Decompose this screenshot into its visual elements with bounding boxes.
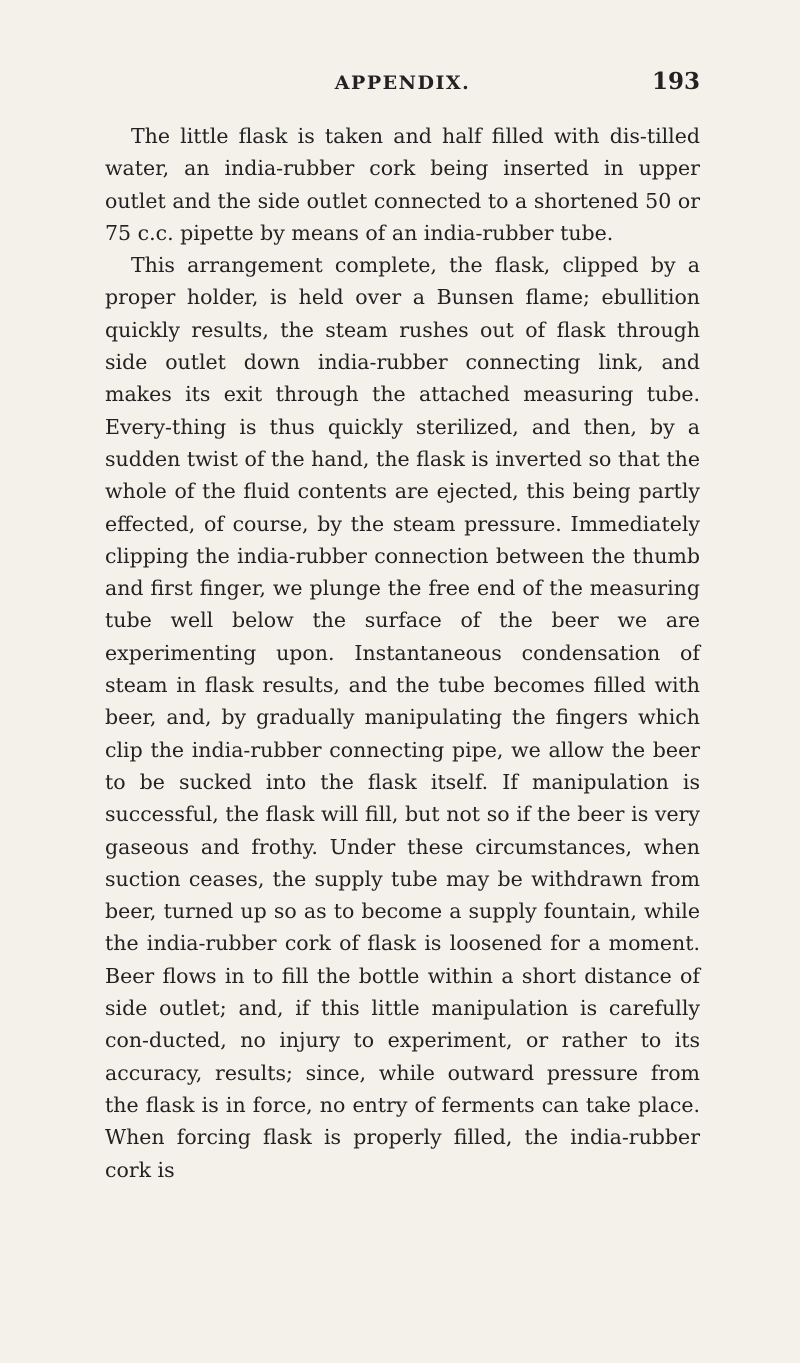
running-title: APPENDIX. [334, 72, 471, 94]
page-number: 193 [651, 68, 700, 95]
paragraph-1: The little flask is taken and half filled with dis-tilled water, an india-rubber cork being inserted in upper outlet and the side outlet connected to a shortened 50 or 75 c.c. pipette by means of an india-rubber tube. [105, 124, 700, 245]
paragraph-2: This arrangement complete, the flask, clipped by a proper holder, is held over a Bunsen flame; ebullition quickly results, the steam rushes out of flask through side outlet down india-rubber connecting link, and makes its exit through the attached measuring tube. Every-thing is thus quickly sterilized, and then, by a sudden twist of the hand, the flask is inverted so that the whole of the fluid contents are ejected, this being partly effected, of course, by the steam pressure. Immediately clipping the india-rubber connection between the thumb and first finger, we plunge the free end of the measuring tube well below the surface of the beer we are experimenting upon. Instantaneous condensation of steam in flask results, and the tube becomes filled with beer, and, by gradually manipulating the fingers which clip the india-rubber connecting pipe, we allow the beer to be sucked into the flask itself. If manipulation is successful, the flask will fill, but not so if the beer is very gaseous and frothy. Under these circumstances, when suction ceases, the supply tube may be withdrawn from beer, turned up so as to become a supply fountain, while the india-rubber cork of flask is loosened for a moment. Beer flows in to fill the bottle within a short distance of side outlet; and, if this little manipulation is carefully con-ducted, no injury to experiment, or rather to its accuracy, results; since, while outward pressure from the flask is in force, no entry of ferments can take place. When forcing flask is properly filled, the india-rubber cork is [105, 253, 700, 1182]
body-text [105, 120, 700, 1186]
running-head [105, 68, 700, 108]
